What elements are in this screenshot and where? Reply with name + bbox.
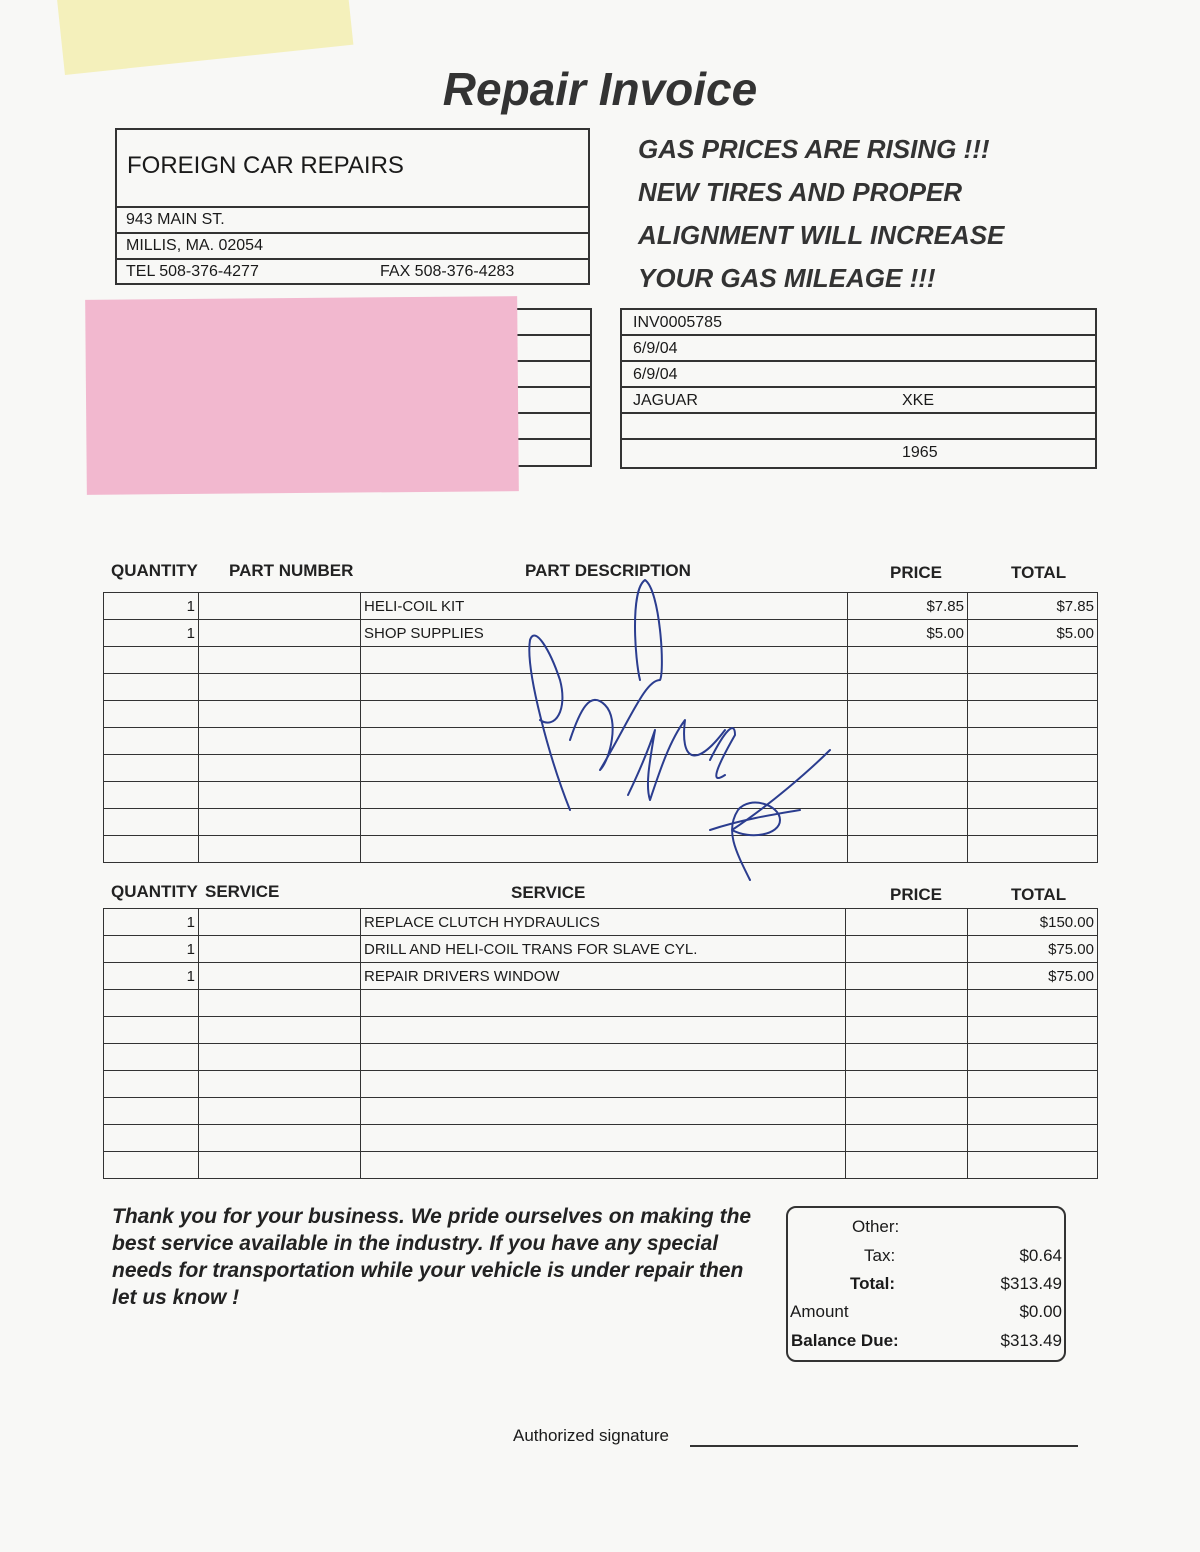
services-qty-cell (104, 1044, 199, 1071)
services-qty-cell: 1 (104, 936, 199, 963)
services-price-cell (846, 1071, 968, 1098)
company-street: 943 MAIN ST. (117, 208, 588, 234)
services-code-cell (199, 1125, 361, 1152)
vehicle-row-blank (622, 414, 1095, 440)
other-label: Other: (852, 1217, 900, 1236)
promo-line-2: NEW TIRES AND PROPER (638, 177, 963, 207)
services-code-cell (199, 1152, 361, 1179)
total-row (788, 1274, 1064, 1302)
promo-line-1: GAS PRICES ARE RISING !!! (638, 134, 990, 164)
balance-due-row (788, 1331, 1064, 1359)
total-label: Total: (850, 1274, 896, 1293)
vehicle-make-model-row (622, 388, 1095, 414)
parts-price-cell (848, 647, 968, 674)
services-price-cell (846, 936, 968, 963)
services-code-cell (199, 1071, 361, 1098)
totals-summary-box (786, 1206, 1066, 1362)
parts-total-cell (968, 728, 1098, 755)
parts-qty-cell: 1 (104, 620, 199, 647)
services-total-cell (968, 1125, 1098, 1152)
parts-price-cell (848, 836, 968, 863)
parts-total-cell (968, 755, 1098, 782)
services-code-cell (199, 936, 361, 963)
services-price-header: PRICE (890, 885, 942, 904)
services-service-cell (361, 1125, 846, 1152)
services-code-cell (199, 1098, 361, 1125)
invoice-info-box (620, 308, 1097, 469)
services-row (104, 1044, 1098, 1071)
invoice-number: INV0005785 (622, 310, 1095, 336)
parts-total-cell (968, 701, 1098, 728)
vehicle-year: 1965 (902, 444, 938, 461)
authorized-signature-label: Authorized signature (513, 1426, 669, 1445)
services-service-cell (361, 1071, 846, 1098)
services-service-cell (361, 1017, 846, 1044)
parts-price-cell (848, 701, 968, 728)
invoice-date: 6/9/04 (622, 336, 1095, 362)
services-code-cell (199, 990, 361, 1017)
services-price-cell (846, 1017, 968, 1044)
services-price-cell (846, 990, 968, 1017)
parts-price-header: PRICE (890, 563, 942, 582)
parts-part-number-cell (199, 728, 361, 755)
parts-part-number-cell (199, 593, 361, 620)
parts-part-number-cell (199, 674, 361, 701)
amount-value: $0.00 (1019, 1302, 1062, 1321)
parts-part-number-cell (199, 620, 361, 647)
vehicle-year-row (622, 440, 1095, 466)
tax-value: $0.64 (1019, 1246, 1062, 1265)
services-row (104, 1152, 1098, 1179)
parts-qty-cell (104, 674, 199, 701)
services-row (104, 990, 1098, 1017)
services-code-cell (199, 1044, 361, 1071)
balance-due-label: Balance Due: (791, 1331, 899, 1350)
services-row (104, 1098, 1098, 1125)
parts-description-cell: HELI-COIL KIT (361, 593, 848, 620)
services-total-cell: $75.00 (968, 963, 1098, 990)
company-box (115, 128, 590, 285)
services-total-cell: $75.00 (968, 936, 1098, 963)
company-fax: FAX 508-376-4283 (380, 263, 515, 280)
parts-part-number-cell (199, 755, 361, 782)
services-service-cell (361, 990, 846, 1017)
signature-line[interactable] (690, 1445, 1078, 1447)
services-total-cell (968, 1152, 1098, 1179)
promo-message (638, 128, 1058, 300)
redaction-sticker (85, 296, 519, 495)
services-row (104, 936, 1098, 963)
services-code-cell (199, 963, 361, 990)
services-total-cell (968, 1071, 1098, 1098)
parts-part-number-cell (199, 836, 361, 863)
handwritten-signature-scribble (510, 570, 840, 890)
parts-description-header: PART DESCRIPTION (525, 561, 691, 580)
services-qty-cell (104, 1071, 199, 1098)
services-row (104, 1017, 1098, 1044)
service-date: 6/9/04 (622, 362, 1095, 388)
services-price-cell (846, 1044, 968, 1071)
parts-price-cell (848, 728, 968, 755)
services-total-cell: $150.00 (968, 909, 1098, 936)
services-total-cell (968, 1044, 1098, 1071)
parts-total-cell (968, 782, 1098, 809)
parts-qty-cell (104, 701, 199, 728)
parts-qty-cell (104, 782, 199, 809)
parts-qty-cell (104, 647, 199, 674)
parts-part-number-cell (199, 701, 361, 728)
services-price-cell (846, 963, 968, 990)
services-service-cell: DRILL AND HELI-COIL TRANS FOR SLAVE CYL. (361, 936, 846, 963)
parts-qty-cell (104, 809, 199, 836)
parts-total-cell (968, 809, 1098, 836)
vehicle-model: XKE (902, 392, 935, 409)
parts-qty-cell (104, 836, 199, 863)
services-qty-cell (104, 1152, 199, 1179)
services-total-cell (968, 1098, 1098, 1125)
parts-price-cell (848, 782, 968, 809)
services-service-cell (361, 1044, 846, 1071)
services-service-cell: REPLACE CLUTCH HYDRAULICS (361, 909, 846, 936)
services-price-cell (846, 1098, 968, 1125)
vehicle-make: JAGUAR (633, 392, 698, 409)
services-total-header: TOTAL (1011, 885, 1067, 904)
services-code-cell (199, 909, 361, 936)
parts-price-cell (848, 755, 968, 782)
balance-due-value: $313.49 (1000, 1331, 1062, 1350)
services-qty-cell (104, 990, 199, 1017)
amount-row (788, 1302, 1064, 1330)
parts-total-cell: $5.00 (968, 620, 1098, 647)
parts-part-number-cell (199, 647, 361, 674)
services-qty-cell: 1 (104, 909, 199, 936)
promo-line-3: ALIGNMENT WILL INCREASE (638, 220, 1005, 250)
parts-price-cell (848, 674, 968, 701)
parts-price-cell: $7.85 (848, 593, 968, 620)
company-phone-row (117, 260, 588, 286)
other-row (788, 1217, 1064, 1245)
services-price-cell (846, 1152, 968, 1179)
parts-total-cell: $7.85 (968, 593, 1098, 620)
services-price-cell (846, 909, 968, 936)
parts-total-cell (968, 647, 1098, 674)
invoice-title: Repair Invoice (442, 63, 758, 115)
promo-line-4: YOUR GAS MILEAGE !!! (638, 263, 936, 293)
parts-total-cell (968, 674, 1098, 701)
services-qty-cell (104, 1125, 199, 1152)
parts-price-cell: $5.00 (848, 620, 968, 647)
services-row (104, 909, 1098, 936)
services-qty-cell: 1 (104, 963, 199, 990)
total-value: $313.49 (1000, 1274, 1062, 1293)
services-row (104, 963, 1098, 990)
services-qty-cell (104, 1017, 199, 1044)
parts-price-cell (848, 809, 968, 836)
services-price-cell (846, 1125, 968, 1152)
services-code-cell (199, 1017, 361, 1044)
parts-description-cell: SHOP SUPPLIES (361, 620, 848, 647)
parts-total-header: TOTAL (1011, 563, 1067, 582)
parts-part-number-cell (199, 782, 361, 809)
services-quantity-header: QUANTITY (111, 882, 198, 901)
parts-part-number-cell (199, 809, 361, 836)
services-service-cell (361, 1152, 846, 1179)
company-tel: TEL 508-376-4277 (126, 263, 259, 280)
services-service-col-header: SERVICE (205, 882, 280, 901)
services-row (104, 1071, 1098, 1098)
services-total-cell (968, 990, 1098, 1017)
parts-total-cell (968, 836, 1098, 863)
services-row (104, 1125, 1098, 1152)
services-qty-cell (104, 1098, 199, 1125)
parts-quantity-header: QUANTITY (111, 561, 198, 580)
parts-qty-cell (104, 728, 199, 755)
amount-label: Amount (790, 1302, 849, 1321)
parts-part-number-header: PART NUMBER (229, 561, 354, 580)
services-total-cell (968, 1017, 1098, 1044)
thank-you-message: Thank you for your business. We pride ourselves on making the best service available in the industry. If you have any special needs for transportation while your vehicle is under repair then let us know ! (112, 1205, 752, 1309)
services-service-header: SERVICE (511, 883, 586, 902)
tax-row (788, 1246, 1064, 1274)
services-service-cell (361, 1098, 846, 1125)
parts-qty-cell (104, 755, 199, 782)
services-service-cell: REPAIR DRIVERS WINDOW (361, 963, 846, 990)
company-city: MILLIS, MA. 02054 (117, 234, 588, 260)
parts-qty-cell: 1 (104, 593, 199, 620)
company-name: FOREIGN CAR REPAIRS (117, 130, 588, 208)
tax-label: Tax: (864, 1246, 896, 1265)
services-table (103, 908, 1098, 1179)
